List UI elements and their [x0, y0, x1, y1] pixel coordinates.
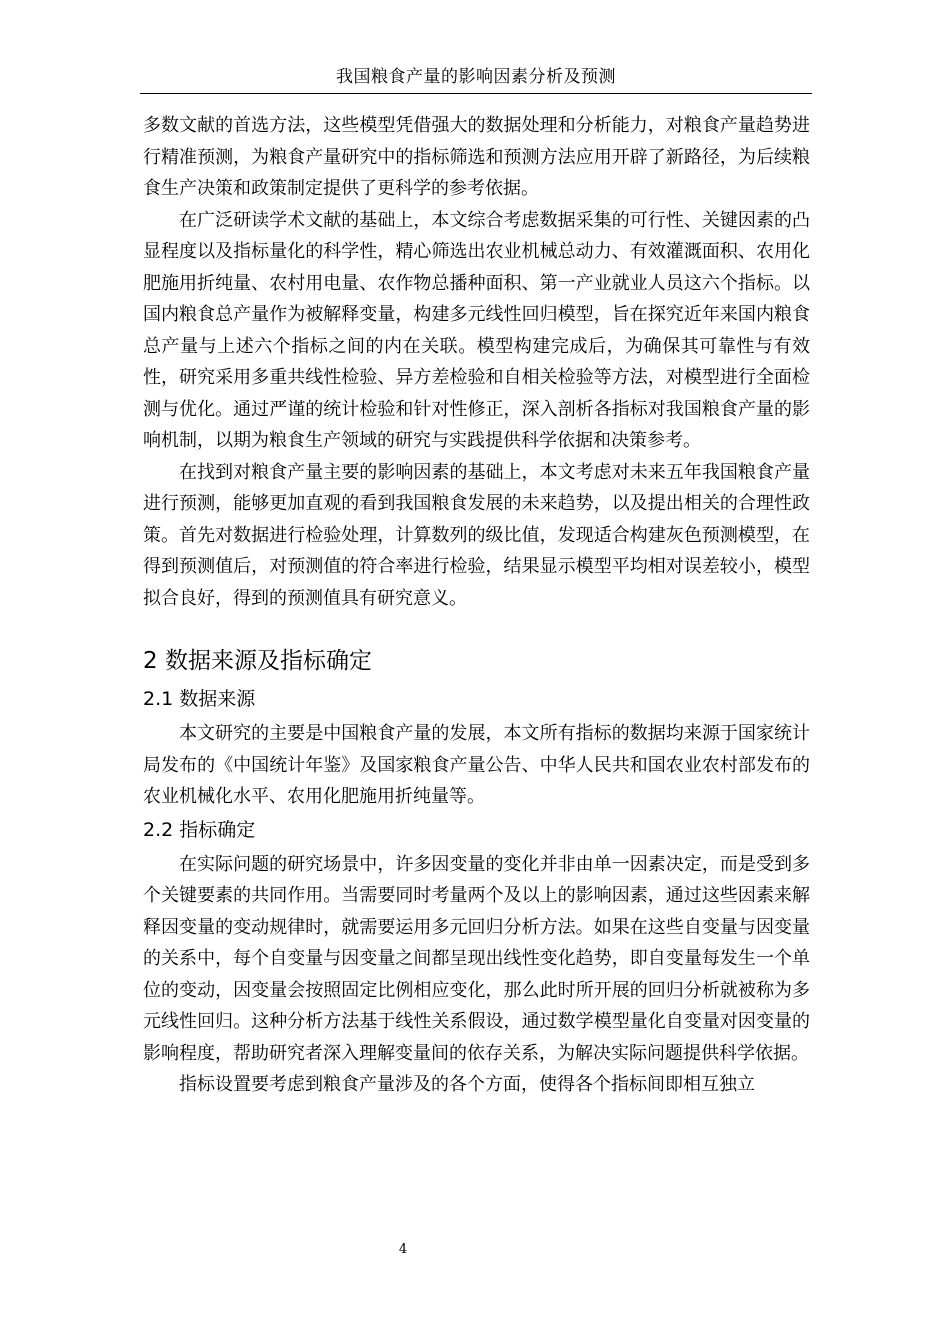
- paragraph-indicator-setting: 指标设置要考虑到粮食产量涉及的各个方面，使得各个指标间即相互独立: [179, 1074, 755, 1095]
- chapter-heading: 2 数据来源及指标确定: [143, 648, 372, 674]
- running-header-title: 我国粮食产量的影响因素分析及预测: [336, 67, 616, 87]
- paragraph-data-source: 本文研究的主要是中国粮食产量的发展，本文所有指标的数据均来源于国家统计局发布的《中国统计年鉴》及国家粮食产量公告、中华人民共和国农业农村部发布的农业机械化水平、农用化肥施用折纯量等。: [143, 723, 810, 807]
- section-heading-indicator: 2.2 指标确定: [143, 818, 256, 841]
- header-rule: [140, 93, 812, 94]
- paragraph-grey-forecast: 在找到对粮食产量主要的影响因素的基础上，本文考虑对未来五年我国粮食产量进行预测，能够更加直观的看到我国粮食发展的未来趋势，以及提出相关的合理性政策。首先对数据进行检验处理，计算数列的级比值，发现适合构建灰色预测模型，在得到预测值后，对预测值的符合率进行检验，结果显示模型平均相对误差较小，模型拟合良好，得到的预测值具有研究意义。: [143, 461, 810, 609]
- body-text: [143, 110, 810, 1101]
- paragraph-regression: 在实际问题的研究场景中，许多因变量的变化并非由单一因素决定，而是受到多个关键要素的共同作用。当需要同时考量两个及以上的影响因素，通过这些因素来解释因变量的变动规律时，就需要运用多元回归分析方法。如果在这些自变量与因变量的关系中，每个自变量与因变量之间都呈现出线性变化趋势，即自变量每发生一个单位的变动，因变量会按照固定比例相应变化，那么此时所开展的回归分析就被称为多元线性回归。这种分析方法基于线性关系假设，通过数学模型量化自变量对因变量的影响程度，帮助研究者深入理解变量间的依存关系，为解决实际问题提供科学依据。: [143, 853, 810, 1064]
- paragraph-indicator-selection: 在广泛研读学术文献的基础上，本文综合考虑数据采集的可行性、关键因素的凸显程度以及指标量化的科学性，精心筛选出农业机械总动力、有效灌溉面积、农用化肥施用折纯量、农村用电量、农作物总播种面积、第一产业就业人员这六个指标。以国内粮食总产量作为被解释变量，构建多元线性回归模型，旨在探究近年来国内粮食总产量与上述六个指标之间的内在关联。模型构建完成后，为确保其可靠性与有效性，研究采用多重共线性检验、异方差检验和自相关检验等方法，对模型进行全面检测与优化。通过严谨的统计检验和针对性修正，深入剖析各指标对我国粮食产量的影响机制，以期为粮食生产领域的研究与实践提供科学依据和决策参考。: [143, 209, 810, 451]
- page-number: 4: [398, 1242, 408, 1257]
- section-heading-data-source: 2.1 数据来源: [143, 688, 256, 710]
- paragraph-continued: 多数文献的首选方法，这些模型凭借强大的数据处理和分析能力，对粮食产量趋势进行精准预测，为粮食产量研究中的指标筛选和预测方法应用开辟了新路径，为后续粮食生产决策和政策制定提供了更科学的参考依据。: [143, 115, 810, 199]
